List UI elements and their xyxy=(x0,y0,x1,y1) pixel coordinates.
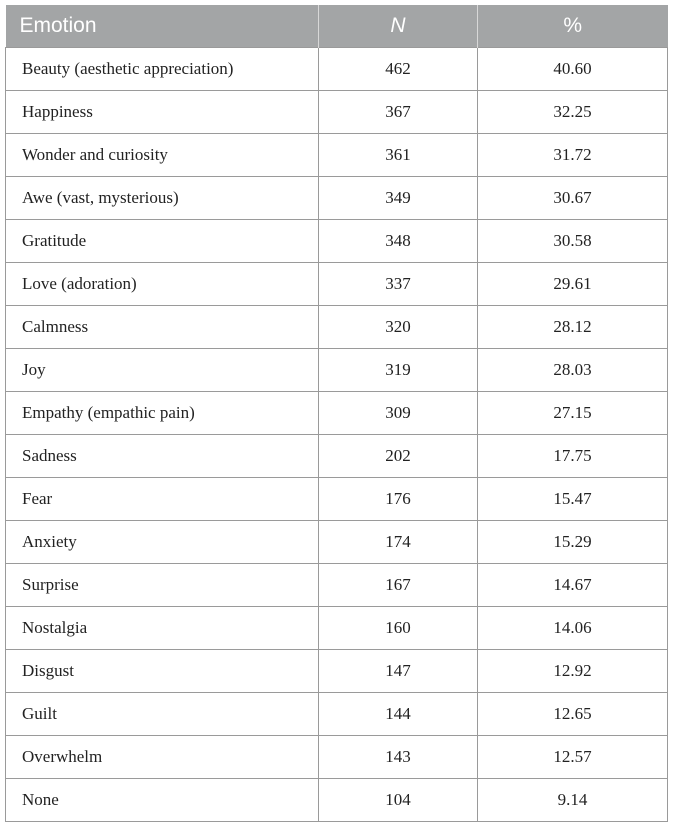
cell-emotion: Anxiety xyxy=(6,521,319,564)
cell-emotion: Joy xyxy=(6,349,319,392)
cell-percent: 32.25 xyxy=(478,91,668,134)
table-body xyxy=(6,48,668,822)
cell-percent: 30.67 xyxy=(478,177,668,220)
cell-n: 174 xyxy=(319,521,478,564)
cell-percent: 30.58 xyxy=(478,220,668,263)
cell-percent: 14.06 xyxy=(478,607,668,650)
cell-n: 160 xyxy=(319,607,478,650)
table-row xyxy=(6,693,668,736)
cell-n: 144 xyxy=(319,693,478,736)
cell-emotion: Nostalgia xyxy=(6,607,319,650)
cell-n: 104 xyxy=(319,779,478,822)
cell-n: 176 xyxy=(319,478,478,521)
cell-n: 147 xyxy=(319,650,478,693)
cell-n: 462 xyxy=(319,48,478,91)
table-row xyxy=(6,263,668,306)
table-row xyxy=(6,779,668,822)
cell-n: 320 xyxy=(319,306,478,349)
cell-percent: 31.72 xyxy=(478,134,668,177)
cell-percent: 12.57 xyxy=(478,736,668,779)
cell-percent: 14.67 xyxy=(478,564,668,607)
cell-emotion: Beauty (aesthetic appreciation) xyxy=(6,48,319,91)
table-row xyxy=(6,306,668,349)
cell-n: 367 xyxy=(319,91,478,134)
cell-emotion: Guilt xyxy=(6,693,319,736)
cell-percent: 17.75 xyxy=(478,435,668,478)
cell-n: 167 xyxy=(319,564,478,607)
cell-percent: 9.14 xyxy=(478,779,668,822)
cell-percent: 28.12 xyxy=(478,306,668,349)
cell-emotion: Fear xyxy=(6,478,319,521)
table-row xyxy=(6,177,668,220)
cell-n: 361 xyxy=(319,134,478,177)
cell-n: 143 xyxy=(319,736,478,779)
table-row xyxy=(6,736,668,779)
cell-percent: 15.47 xyxy=(478,478,668,521)
cell-percent: 27.15 xyxy=(478,392,668,435)
cell-percent: 40.60 xyxy=(478,48,668,91)
table-row xyxy=(6,521,668,564)
table-row xyxy=(6,48,668,91)
table-row xyxy=(6,220,668,263)
cell-emotion: Sadness xyxy=(6,435,319,478)
cell-n: 349 xyxy=(319,177,478,220)
table-row xyxy=(6,435,668,478)
table-row xyxy=(6,91,668,134)
cell-emotion: Wonder and curiosity xyxy=(6,134,319,177)
cell-emotion: Gratitude xyxy=(6,220,319,263)
table-row xyxy=(6,607,668,650)
header-row xyxy=(6,5,668,48)
cell-emotion: Disgust xyxy=(6,650,319,693)
cell-emotion: Calmness xyxy=(6,306,319,349)
cell-emotion: Happiness xyxy=(6,91,319,134)
cell-n: 319 xyxy=(319,349,478,392)
table-row xyxy=(6,650,668,693)
table-row xyxy=(6,392,668,435)
cell-percent: 12.92 xyxy=(478,650,668,693)
cell-n: 309 xyxy=(319,392,478,435)
header-emotion: Emotion xyxy=(6,5,319,48)
header-percent: % xyxy=(478,5,668,48)
cell-percent: 28.03 xyxy=(478,349,668,392)
cell-n: 348 xyxy=(319,220,478,263)
cell-n: 337 xyxy=(319,263,478,306)
header-n: N xyxy=(319,5,478,48)
cell-percent: 29.61 xyxy=(478,263,668,306)
cell-emotion: Love (adoration) xyxy=(6,263,319,306)
table-header xyxy=(6,5,668,48)
table-row xyxy=(6,134,668,177)
cell-emotion: Awe (vast, mysterious) xyxy=(6,177,319,220)
table-row xyxy=(6,564,668,607)
cell-n: 202 xyxy=(319,435,478,478)
cell-emotion: Empathy (empathic pain) xyxy=(6,392,319,435)
cell-percent: 12.65 xyxy=(478,693,668,736)
cell-emotion: Overwhelm xyxy=(6,736,319,779)
table-row xyxy=(6,478,668,521)
cell-percent: 15.29 xyxy=(478,521,668,564)
emotion-table xyxy=(5,5,668,822)
table-row xyxy=(6,349,668,392)
emotion-table-container xyxy=(5,5,667,822)
cell-emotion: None xyxy=(6,779,319,822)
cell-emotion: Surprise xyxy=(6,564,319,607)
